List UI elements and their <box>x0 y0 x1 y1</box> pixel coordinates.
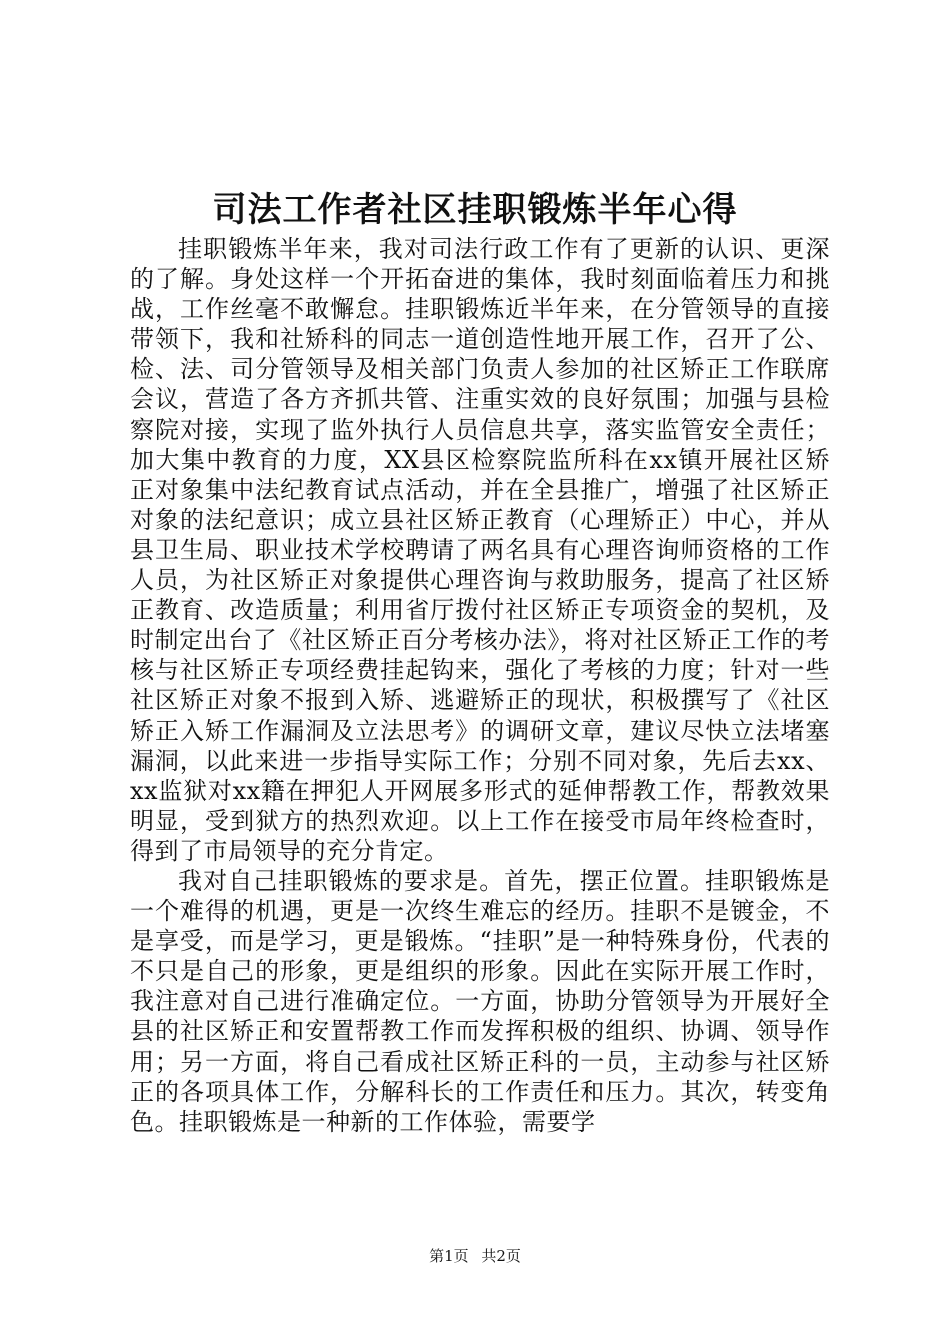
page-number-total: 共2页 <box>481 1247 521 1265</box>
paragraph-2: 我对自己挂职锻炼的要求是。首先，摆正位置。挂职锻炼是一个难得的机遇，更是一次终生难忘的经历。挂职不是镀金，不是享受，而是学习，更是锻炼。“挂职”是一种特殊身份，代表的不只是自己的形象，更是组织的形象。因此在实际开展工作时，我注意对自己进行准确定位。一方面，协助分管领导为开展好全县的社区矫正和安置帮教工作而发挥积极的组织、协调、领导作用；另一方面，将自己看成社区矫正科的一员，主动参与社区矫正的各项具体工作，分解科长的工作责任和压力。其次，转变角色。挂职锻炼是一种新的工作体验，需要学 <box>130 866 830 1136</box>
paragraph-1: 挂职锻炼半年来，我对司法行政工作有了更新的认识、更深的了解。身处这样一个开拓奋进的集体，我时刻面临着压力和挑战，工作丝毫不敢懈怠。挂职锻炼近半年来，在分管领导的直接带领下，我和社矫科的同志一道创造性地开展工作，召开了公、检、法、司分管领导及相关部门负责人参加的社区矫正工作联席会议，营造了各方齐抓共管、注重实效的良好氛围；加强与县检察院对接，实现了监外执行人员信息共享，落实监管安全责任；加大集中教育的力度，XX县区检察院监所科在xx镇开展社区矫正对象集中法纪教育试点活动，并在全县推广，增强了社区矫正对象的法纪意识；成立县社区矫正教育（心理矫正）中心，并从县卫生局、职业技术学校聘请了两名具有心理咨询师资格的工作人员，为社区矫正对象提供心理咨询与救助服务，提高了社区矫正教育、改造质量；利用省厅拨付社区矫正专项资金的契机，及时制定出台了《社区矫正百分考核办法》，将对社区矫正工作的考核与社区矫正专项经费挂起钩来，强化了考核的力度；针对一些社区矫正对象不报到入矫、逃避矫正的现状，积极撰写了《社区矫正入矫工作漏洞及立法思考》的调研文章，建议尽快立法堵塞漏洞，以此来进一步指导实际工作；分别不同对象，先后去xx、xx监狱对xx籍在押犯人开网展多形式的延伸帮教工作，帮教效果明显，受到狱方的热烈欢迎。以上工作在接受市局年终检查时，得到了市局领导的充分肯定。 <box>130 235 830 865</box>
document-body <box>130 234 830 1137</box>
page-footer <box>0 1246 950 1266</box>
document-title: 司法工作者社区挂职锻炼半年心得 <box>212 190 738 230</box>
page-number-current: 第1页 <box>429 1247 469 1265</box>
